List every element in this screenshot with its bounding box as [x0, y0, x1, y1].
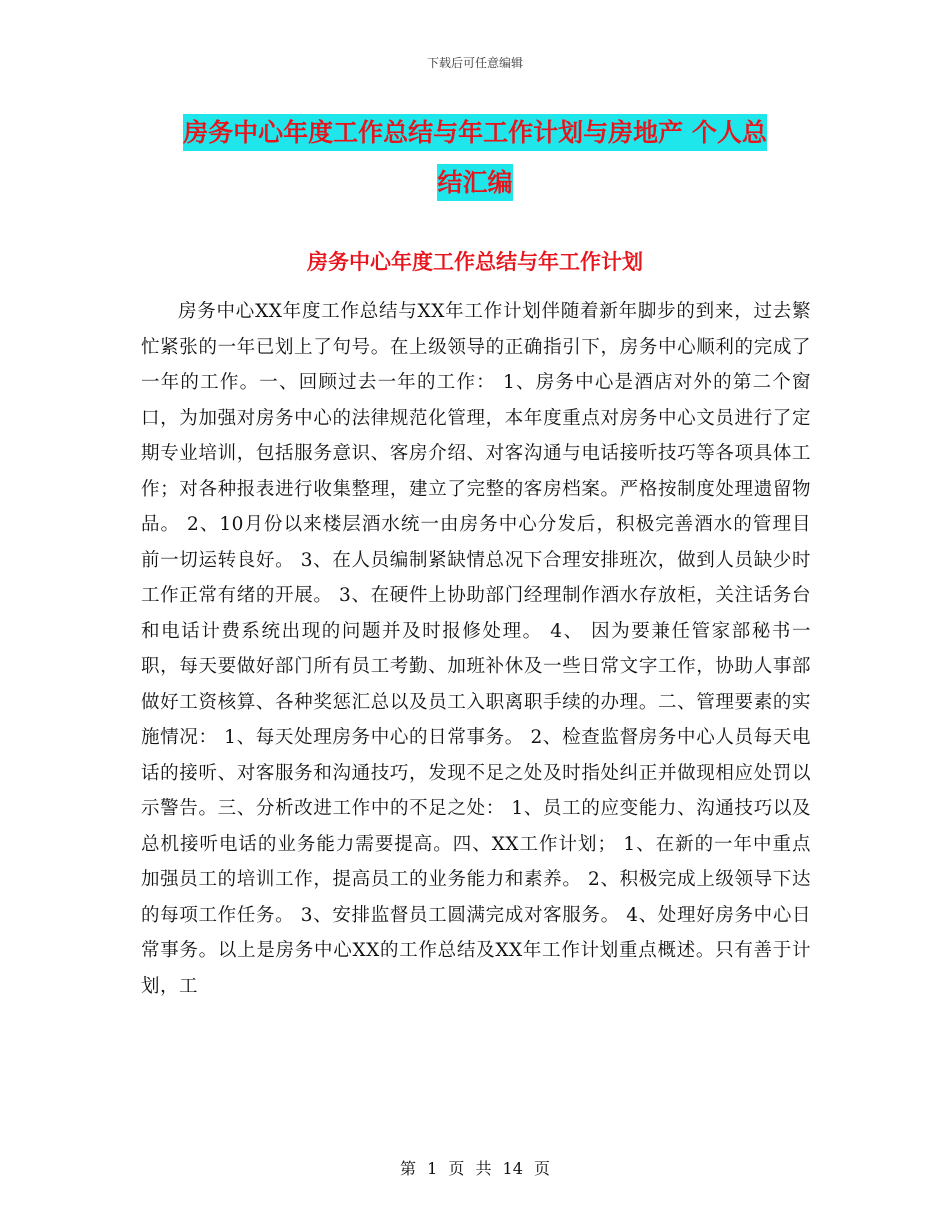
document-title-line2: 结汇编: [437, 164, 512, 201]
document-title-line1: 房务中心年度工作总结与年工作计划与房地产 个人总: [183, 114, 767, 151]
header-note: 下载后可任意编辑: [426, 56, 523, 70]
page-footer: 第 1 页 共 14 页: [400, 1159, 550, 1178]
document-title: [120, 108, 830, 208]
body-paragraph: 房务中心XX年度工作总结与XX年工作计划伴随着新年脚步的到来，过去繁忙紧张的一年已划上了句号。在上级领导的正确指引下，房务中心顺利的完成了一年的工作。一、回顾过去一年的工作： 1、房务中心是酒店对外的第二个窗口，为加强对房务中心的法律规范化管理，本年度重点对房务中心文员进行了定期专业培训，包括服务意识、客房介绍、对客沟通与电话接听技巧等各项具体工作；对各种报表进行收集整理，建立了完整的客房档案。严格按制度处理遗留物品。 2、10月份以来楼层酒水统一由房务中心分发后，积极完善酒水的管理目前一切运转良好。 3、在人员编制紧缺情总况下合理安排班次，做到人员缺少时工作正常有绪的开展。 3、在硬件上协助部门经理制作酒水存放柜，关注话务台和电话计费系统出现的问题并及时报修处理。 4、 因为要兼任管家部秘书一职，每天要做好部门所有员工考勤、加班补休及一些日常文字工作，协助人事部做好工资核算、各种奖惩汇总以及员工入职离职手续的办理。二、管理要素的实施情况： 1、每天处理房务中心的日常事务。 2、检查监督房务中心人员每天电话的接听、对客服务和沟通技巧，发现不足之处及时指处纠正并做现相应处罚以示警告。三、分析改进工作中的不足之处： 1、员工的应变能力、沟通技巧以及总机接听电话的业务能力需要提高。四、XX工作计划； 1、在新的一年中重点加强员工的培训工作，提高员工的业务能力和素养。 2、积极完成上级领导下达的每项工作任务。 3、安排监督员工圆满完成对客服务。 4、处理好房务中心日常事务。以上是房务中心XX的工作总结及XX年工作计划重点概述。只有善于计划，工: [141, 301, 811, 997]
section-title: 房务中心年度工作总结与年工作计划: [307, 250, 643, 274]
